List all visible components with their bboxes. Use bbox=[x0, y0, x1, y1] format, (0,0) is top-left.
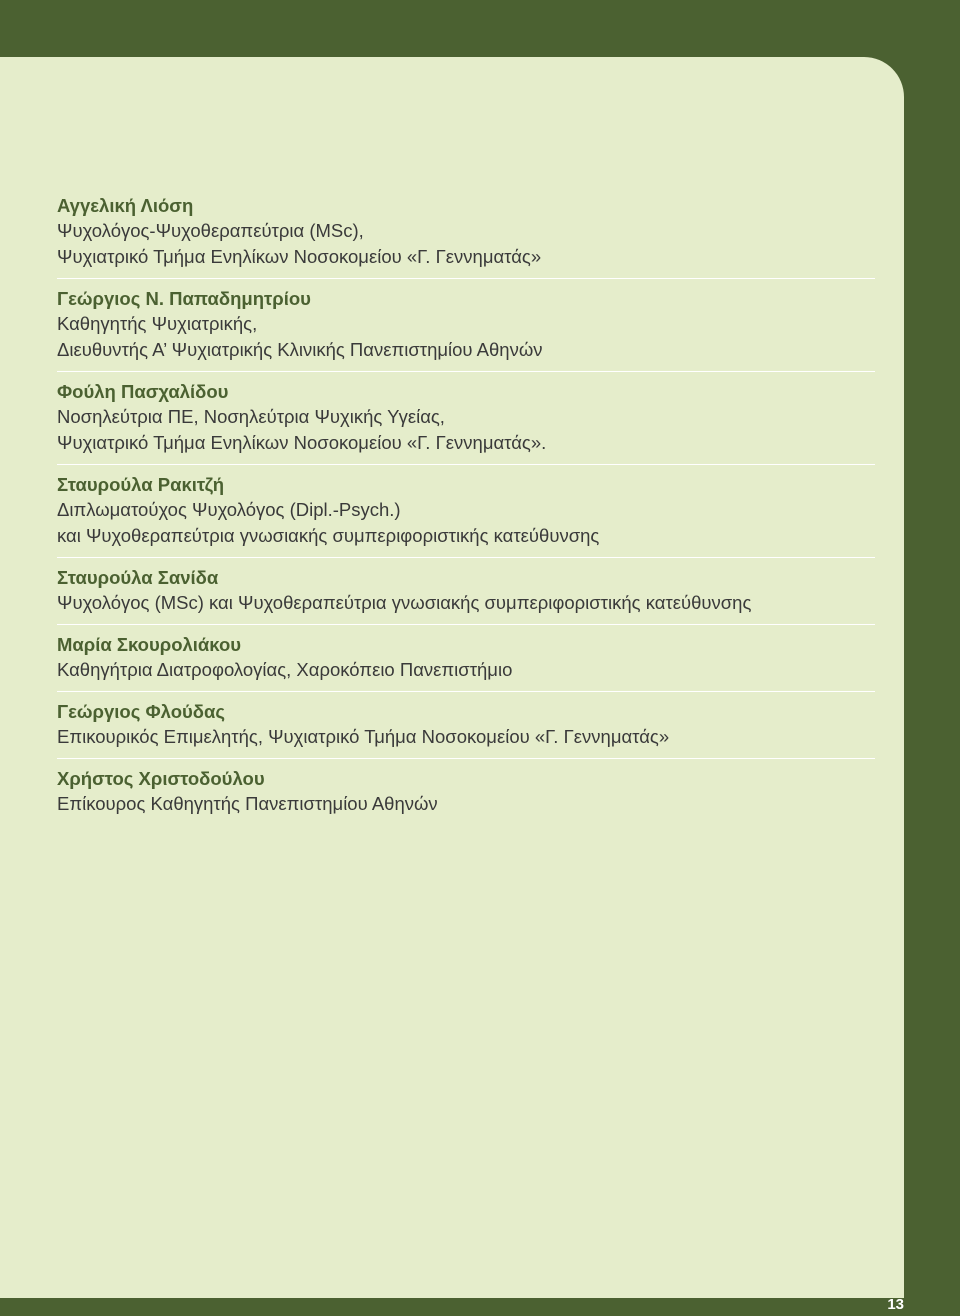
divider bbox=[57, 691, 875, 692]
contributor-entry bbox=[57, 193, 875, 270]
contributor-entry bbox=[57, 699, 875, 750]
contributor-entry bbox=[57, 472, 875, 549]
contributor-name: Χρήστος Χριστοδούλου bbox=[57, 768, 265, 789]
contributor-entry bbox=[57, 286, 875, 363]
contributor-role: Ψυχιατρικό Τμήμα Ενηλίκων Νοσοκομείου «Γ. Γεννηματάς» bbox=[57, 246, 542, 267]
divider bbox=[57, 278, 875, 279]
contributor-role: Ψυχιατρικό Τμήμα Ενηλίκων Νοσοκομείου «Γ. Γεννηματάς». bbox=[57, 432, 547, 453]
contributor-role: Ψυχολόγος-Ψυχοθεραπεύτρια (MSc), bbox=[57, 220, 364, 241]
divider bbox=[57, 624, 875, 625]
contributor-name: Μαρία Σκουρολιάκου bbox=[57, 634, 242, 655]
contributor-name: Φούλη Πασχαλίδου bbox=[57, 381, 229, 402]
contributor-role: Καθηγήτρια Διατροφολογίας, Χαροκόπειο Πανεπιστήμιο bbox=[57, 659, 513, 680]
divider bbox=[57, 557, 875, 558]
contributor-role: Διπλωματούχος Ψυχολόγος (Dipl.-Psych.) bbox=[57, 499, 401, 520]
contributor-name: Σταυρούλα Σανίδα bbox=[57, 567, 219, 588]
contributor-entry bbox=[57, 632, 875, 683]
contributor-role: Επίκουρος Καθηγητής Πανεπιστημίου Αθηνών bbox=[57, 793, 438, 814]
contributor-entry bbox=[57, 766, 875, 817]
page-number: 13 bbox=[887, 1296, 904, 1313]
contributor-name: Γεώργιος Φλούδας bbox=[57, 701, 225, 722]
contributor-role: και Ψυχοθεραπεύτρια γνωσιακής συμπεριφοριστικής κατεύθυνσης bbox=[57, 525, 600, 546]
contributor-name: Σταυρούλα Ρακιτζή bbox=[57, 474, 225, 495]
contributors-list bbox=[57, 193, 875, 817]
contributor-role: Διευθυντής Α’ Ψυχιατρικής Κλινικής Πανεπιστημίου Αθηνών bbox=[57, 339, 543, 360]
contributor-role: Νοσηλεύτρια ΠΕ, Νοσηλεύτρια Ψυχικής Υγείας, bbox=[57, 406, 445, 427]
contributor-name: Γεώργιος Ν. Παπαδημητρίου bbox=[57, 288, 311, 309]
divider bbox=[57, 758, 875, 759]
contributor-role: Καθηγητής Ψυχιατρικής, bbox=[57, 313, 258, 334]
contributor-name: Αγγελική Λιόση bbox=[57, 195, 194, 216]
divider bbox=[57, 464, 875, 465]
contributor-role: Ψυχολόγος (MSc) και Ψυχοθεραπεύτρια γνωσιακής συμπεριφοριστικής κατεύθυνσης bbox=[57, 592, 752, 613]
contributor-entry bbox=[57, 379, 875, 456]
contributor-role: Επικουρικός Επιμελητής, Ψυχιατρικό Τμήμα Νοσοκομείου «Γ. Γεννηματάς» bbox=[57, 726, 670, 747]
contributor-entry bbox=[57, 565, 875, 616]
divider bbox=[57, 371, 875, 372]
